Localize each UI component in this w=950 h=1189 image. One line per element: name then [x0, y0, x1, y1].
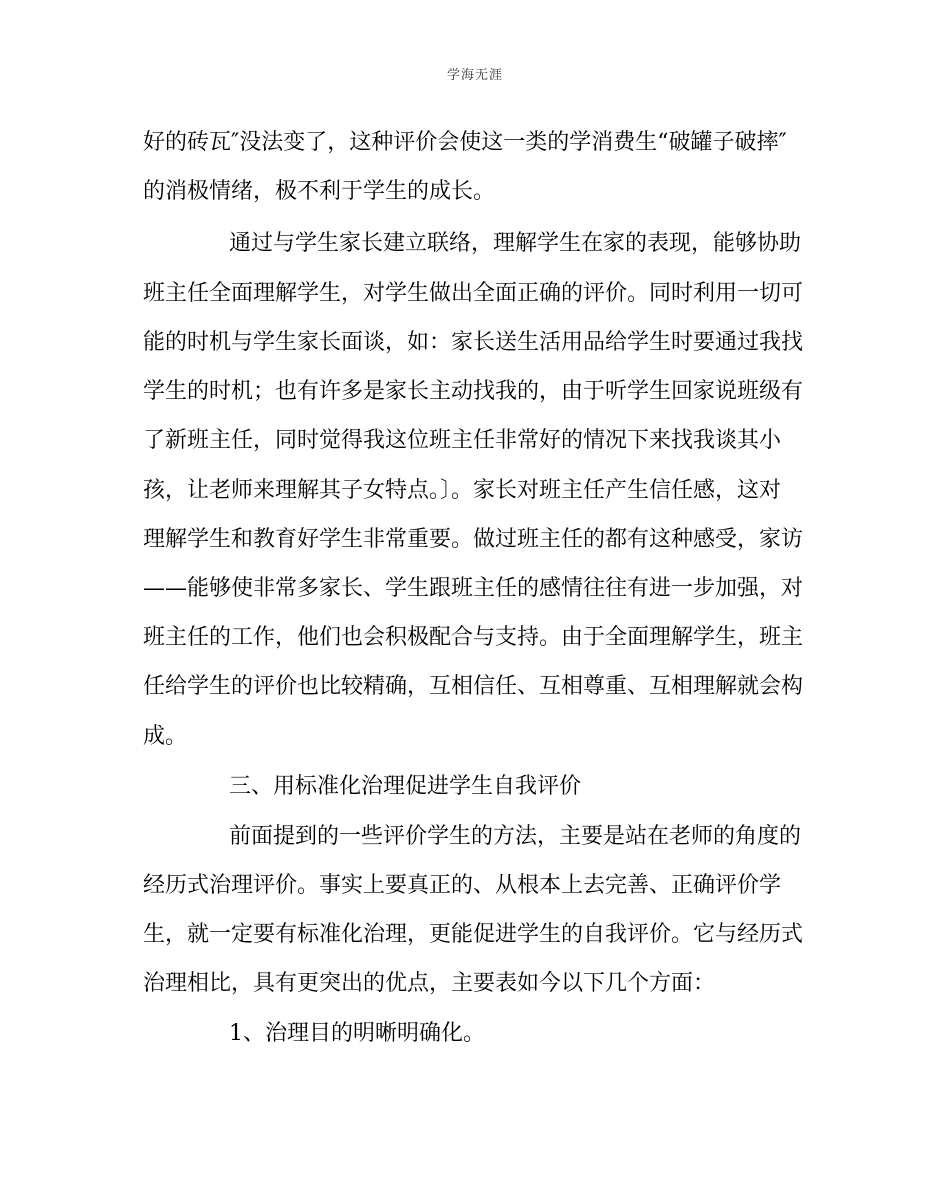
text-line: ——能够使非常多家长、学生跟班主任的感情往往有进一步加强，对 — [143, 576, 804, 601]
text-line: 经历式治理评价。事实上要真正的、从根本上去完善、正确评价学 — [143, 873, 782, 898]
text-line: 治理相比，具有更突出的优点，主要表如今以下几个方面： — [143, 971, 716, 996]
text-line: 班主任全面理解学生，对学生做出全面正确的评价。同时利用一切可 — [143, 281, 804, 306]
text-line: 了新班主任，同时觉得我这位班主任非常好的情况下来找我谈其小 — [143, 428, 782, 453]
text-line: 任给学生的评价也比较精确，互相信任、互相尊重、互相理解就会构 — [143, 674, 804, 699]
text-line: 的消极情绪，极不利于学生的成长。 — [143, 179, 496, 204]
text-line: 好的砖瓦″没法变了，这种评价会使这一类的学消费生“破罐子破摔″ — [143, 130, 787, 155]
page-header: 学海无涯 — [446, 68, 503, 83]
paragraph-start-line: 前面提到的一些评价学生的方法，主要是站在老师的角度的 — [229, 824, 802, 849]
paragraph-start-line: 通过与学生家长建立联络，理解学生在家的表现，能够协助 — [229, 231, 802, 256]
text-line: 孩，让老师来理解其子女特点。〕。家长对班主任产生信任感，这对 — [143, 478, 782, 503]
text-line: 学生的时机；也有许多是家长主动找我的，由于听学生回家说班级有 — [143, 379, 804, 404]
text-line: 生，就一定要有标准化治理，更能促进学生的自我评价。它与经历式 — [143, 922, 804, 947]
text-line: 能的时机与学生家长面谈，如：家长送生活用品给学生时要通过我找 — [143, 330, 804, 355]
text-line: 理解学生和教育好学生非常重要。做过班主任的都有这种感受，家访 — [143, 527, 804, 552]
section-heading: 三、用标准化治理促进学生自我评价 — [229, 774, 582, 799]
text-line: 班主任的工作，他们也会积极配合与支持。由于全面理解学生，班主 — [143, 625, 804, 650]
text-line: 成。 — [143, 724, 188, 749]
list-item-heading: 1、治理目的明晰明确化。 — [229, 1021, 485, 1046]
